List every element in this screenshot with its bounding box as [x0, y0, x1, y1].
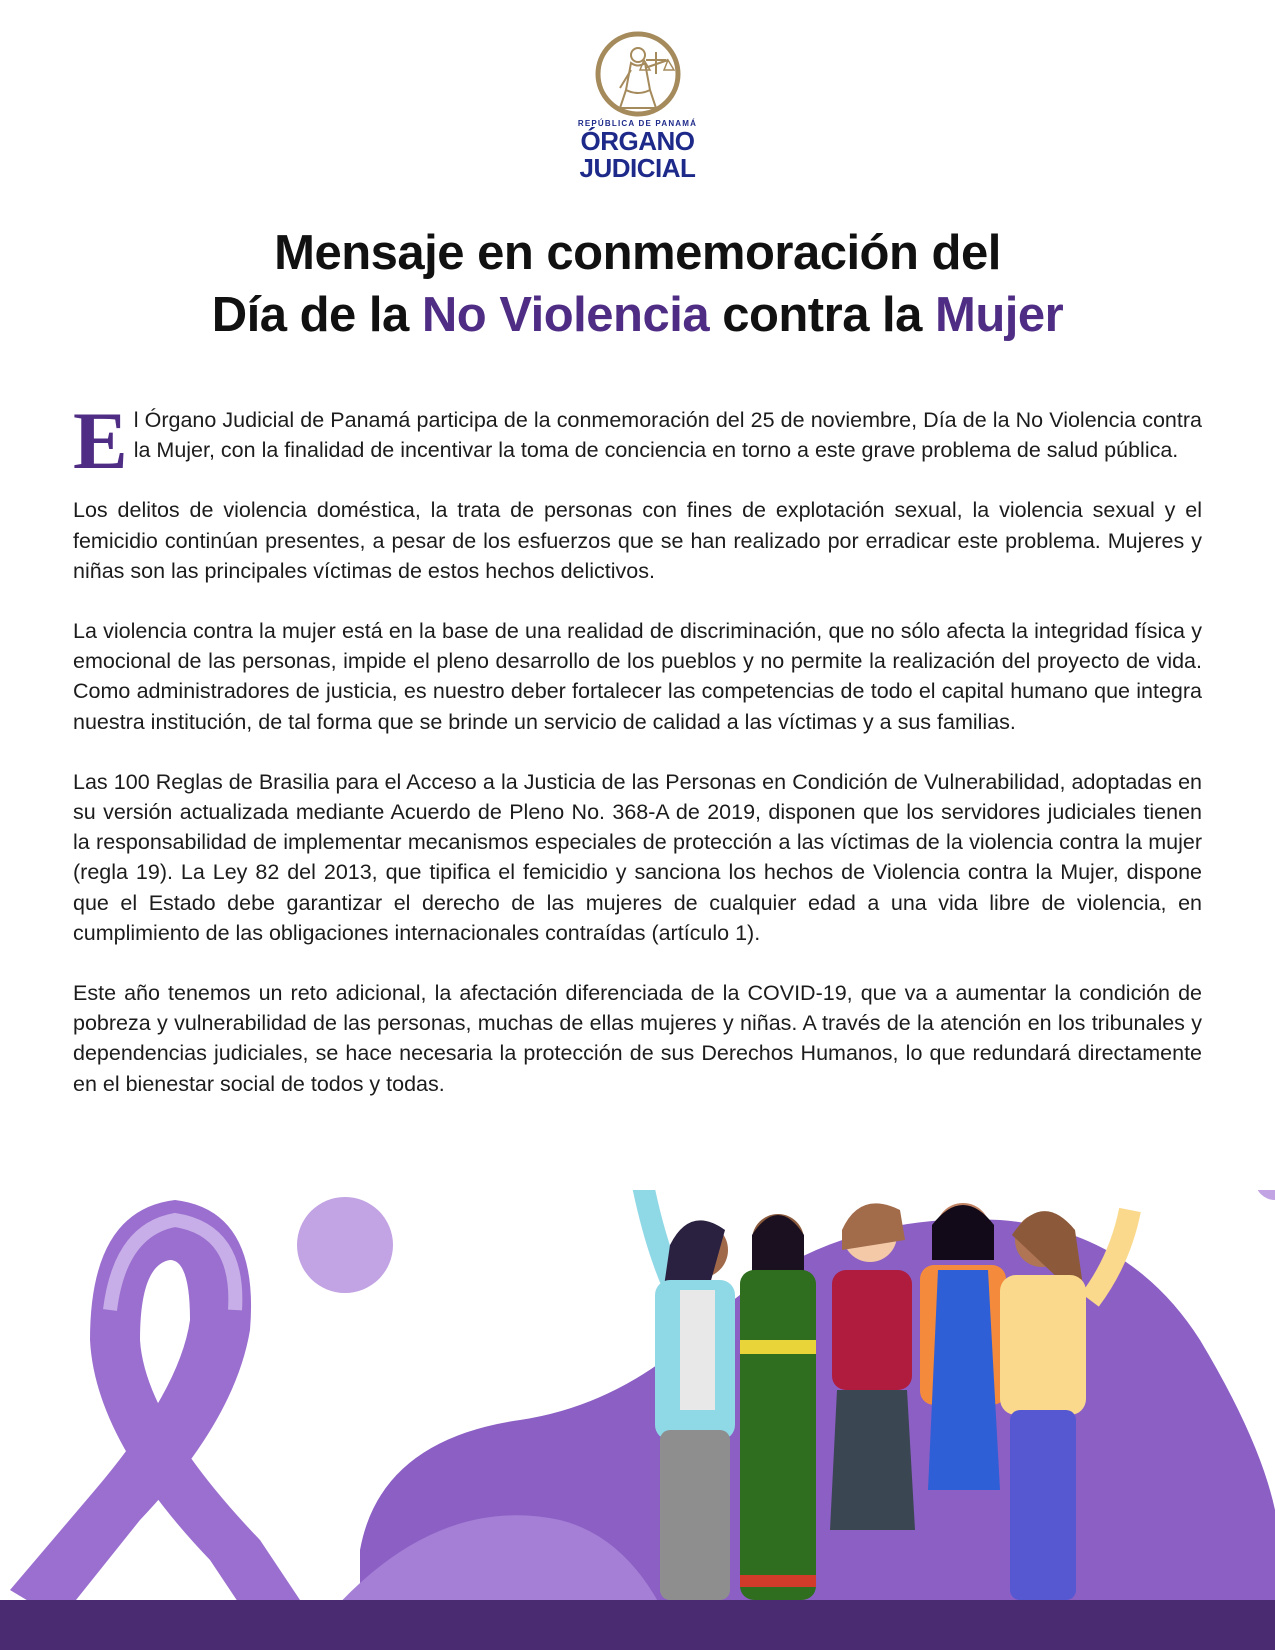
paragraph-3: La violencia contra la mujer está en la base de una realidad de discriminación, que no sólo afecta la integridad física y emocional de las personas, impide el pleno desarrollo de los pueblos y no permite la realización del proyecto de vida. Como administradores de justicia, es nuestro deber fortalecer las competencias de todo el capital humano que integra nuestra institución, de tal forma que se brinde un servicio de calidad a las víctimas y a sus familias.	[73, 619, 1202, 734]
decorative-circle	[297, 1197, 393, 1293]
paragraph-5: Este año tenemos un reto adicional, la afectación diferenciada de la COVID-19, que va a aumentar la condición de pobreza y vulnerabilidad de las personas, muchas de ellas mujeres y niñas. A través de la atención en los tribunales y dependencias judiciales, se hace necesaria la protección de sus Derechos Humanos, lo que redundará directamente en el bienestar social de todos y todas.	[73, 981, 1202, 1096]
org-name-line2: JUDICIAL	[579, 153, 696, 183]
footer-band	[0, 1600, 1275, 1650]
justice-seal-icon	[584, 30, 692, 118]
woman-figure-4	[920, 1203, 1006, 1490]
seal-caption: REPÚBLICA DE PANAMÁ	[577, 119, 698, 128]
title-line2	[0, 284, 1275, 346]
paragraph-2: Los delitos de violencia doméstica, la trata de personas con fines de explotación sexual, la violencia sexual y el femicidio continúan presentes, a pesar de los esfuerzos que se han realizado por erradicar este problema. Mujeres y niñas son las principales víctimas de estos hechos delictivos.	[73, 498, 1202, 583]
title-text-b: contra la	[709, 288, 936, 342]
organo-judicial-logo	[575, 30, 700, 182]
paragraph-1-text: l Órgano Judicial de Panamá participa de la conmemoración del 25 de noviembre, Día de la No Violencia contra la Mujer, con la finalidad de incentivar la toma de conciencia en torno a este grave problema de salud pública.	[133, 408, 1202, 463]
paragraph-1	[73, 395, 1202, 486]
awareness-ribbon-icon	[10, 1200, 320, 1650]
women-solidarity-illustration	[0, 1190, 1275, 1650]
org-name-line1: ÓRGANO	[580, 126, 695, 156]
decorative-half-circle	[1255, 1190, 1275, 1200]
woman-figure-2	[740, 1214, 816, 1600]
title-text-a: Día de la	[211, 288, 422, 342]
title-highlight-mujer: Mujer	[935, 288, 1064, 342]
paragraph-4: Las 100 Reglas de Brasilia para el Acceso a la Justicia de las Personas en Condición de Vulnerabilidad, adoptadas en su versión actualizada mediante Acuerdo de Pleno No. 368-A de 2019, disponen que los servidores judiciales tienen la responsabilidad de implementar mecanismos especiales de protección a las víctimas de la violencia contra la mujer (regla 19). La Ley 82 del 2013, que tipifica el femicidio y sanciona los hechos de Violencia contra la Mujer, dispone que el Estado debe garantizar el derecho de las mujeres de cualquier edad a una vida libre de violencia, en cumplimiento de las obligaciones internacionales contraídas (artículo 1).	[73, 769, 1202, 945]
page-title	[0, 222, 1275, 346]
drop-cap: E	[73, 395, 128, 486]
message-body	[73, 395, 1202, 1129]
title-highlight-no-violencia: No Violencia	[421, 288, 710, 342]
title-line1: Mensaje en conmemoración del	[274, 226, 1001, 280]
